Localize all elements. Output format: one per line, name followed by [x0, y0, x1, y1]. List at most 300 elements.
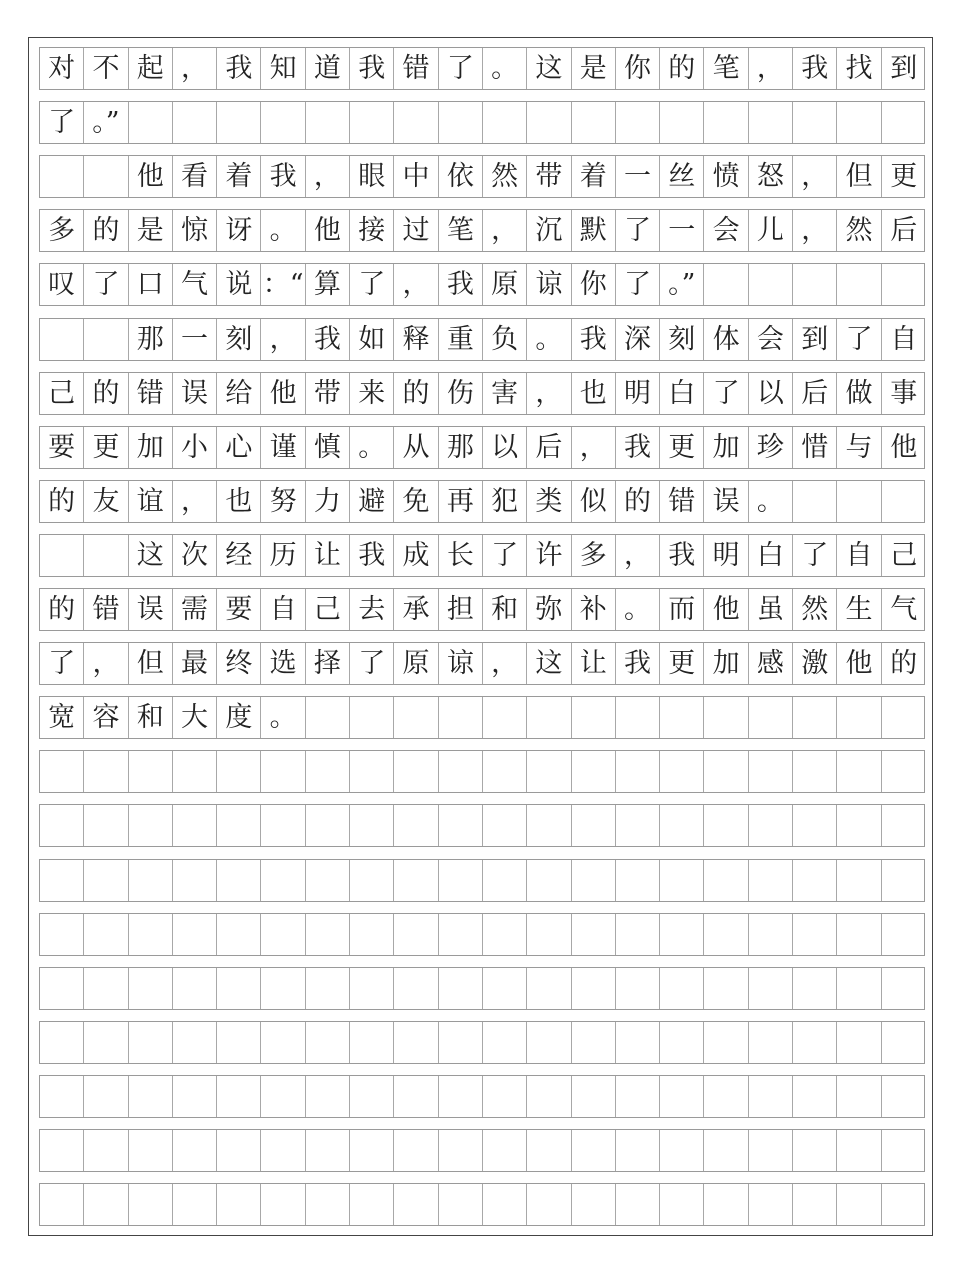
grid-cell: 和 — [129, 697, 173, 738]
grid-cell: ， — [261, 319, 305, 360]
grid-cell: ：“ — [261, 264, 305, 305]
grid-cell — [704, 968, 748, 1009]
grid-cell: 谨 — [261, 427, 305, 468]
grid-cell: 。” — [84, 102, 128, 143]
grid-cell: 重 — [439, 319, 483, 360]
grid-cell: 笔 — [704, 48, 748, 89]
grid-cell: 来 — [350, 373, 394, 414]
grid-cell — [616, 805, 660, 846]
grid-row — [39, 642, 925, 685]
grid-cell: 这 — [527, 48, 571, 89]
grid-cell: 丝 — [660, 156, 704, 197]
grid-cell — [660, 1022, 704, 1063]
grid-cell — [660, 697, 704, 738]
grid-cell: 口 — [129, 264, 173, 305]
grid-row — [39, 750, 925, 793]
grid-cell: 那 — [129, 319, 173, 360]
grid-cell — [439, 751, 483, 792]
grid-cell — [350, 914, 394, 955]
grid-cell — [173, 1076, 217, 1117]
grid-cell: 原 — [394, 643, 438, 684]
grid-cell: 了 — [84, 264, 128, 305]
grid-cell: 我 — [217, 48, 261, 89]
grid-cell: 我 — [306, 319, 350, 360]
grid-row — [39, 1129, 925, 1172]
grid-cell: 容 — [84, 697, 128, 738]
grid-cell: ， — [173, 481, 217, 522]
grid-cell: 承 — [394, 589, 438, 630]
grid-cell — [394, 914, 438, 955]
grid-cell — [306, 914, 350, 955]
grid-cell — [483, 1022, 527, 1063]
grid-cell — [261, 1076, 305, 1117]
grid-cell: 看 — [173, 156, 217, 197]
grid-row — [39, 1183, 925, 1226]
grid-cell: 我 — [616, 427, 660, 468]
grid-cell: 再 — [439, 481, 483, 522]
grid-cell: 这 — [527, 643, 571, 684]
grid-cell: ， — [394, 264, 438, 305]
grid-cell — [704, 1130, 748, 1171]
grid-cell: 谅 — [439, 643, 483, 684]
grid-cell — [483, 1184, 527, 1225]
grid-cell: 珍 — [749, 427, 793, 468]
grid-cell: 让 — [306, 535, 350, 576]
grid-cell: 然 — [793, 589, 837, 630]
grid-cell — [749, 1076, 793, 1117]
grid-cell: 刻 — [217, 319, 261, 360]
grid-cell: ， — [483, 643, 527, 684]
grid-cell: ， — [173, 48, 217, 89]
grid-cell — [84, 914, 128, 955]
grid-cell — [306, 1130, 350, 1171]
grid-cell — [217, 914, 261, 955]
grid-cell — [217, 968, 261, 1009]
grid-cell: 和 — [483, 589, 527, 630]
grid-cell — [40, 968, 84, 1009]
grid-cell — [837, 1076, 881, 1117]
grid-cell — [660, 1076, 704, 1117]
grid-cell: ， — [793, 156, 837, 197]
grid-cell — [749, 1184, 793, 1225]
grid-cell: 终 — [217, 643, 261, 684]
grid-cell: 错 — [84, 589, 128, 630]
grid-cell — [129, 1022, 173, 1063]
grid-cell: 他 — [704, 589, 748, 630]
grid-cell: 怒 — [749, 156, 793, 197]
grid-cell — [527, 1184, 571, 1225]
grid-cell — [40, 860, 84, 901]
grid-cell: 宽 — [40, 697, 84, 738]
grid-cell: 我 — [350, 48, 394, 89]
grid-cell — [40, 751, 84, 792]
grid-cell: 深 — [616, 319, 660, 360]
grid-cell — [837, 102, 881, 143]
grid-cell: 与 — [837, 427, 881, 468]
grid-cell — [527, 1076, 571, 1117]
grid-cell: 我 — [350, 535, 394, 576]
grid-cell: 了 — [40, 643, 84, 684]
grid-cell: 后 — [527, 427, 571, 468]
grid-cell — [129, 860, 173, 901]
grid-cell: 成 — [394, 535, 438, 576]
grid-cell: 不 — [84, 48, 128, 89]
grid-cell — [350, 697, 394, 738]
grid-cell — [749, 1130, 793, 1171]
grid-cell: 而 — [660, 589, 704, 630]
grid-cell: 择 — [306, 643, 350, 684]
grid-cell — [261, 860, 305, 901]
grid-cell — [40, 319, 84, 360]
grid-cell — [572, 860, 616, 901]
grid-cell: 让 — [572, 643, 616, 684]
grid-cell: 感 — [749, 643, 793, 684]
grid-cell — [129, 1130, 173, 1171]
grid-cell: 我 — [616, 643, 660, 684]
grid-cell — [84, 156, 128, 197]
grid-cell — [40, 914, 84, 955]
grid-cell — [173, 805, 217, 846]
grid-cell — [129, 805, 173, 846]
grid-cell — [837, 1022, 881, 1063]
grid-cell — [793, 805, 837, 846]
grid-cell: 自 — [890, 323, 918, 355]
grid-cell — [882, 751, 926, 792]
grid-cell — [660, 805, 704, 846]
grid-cell — [882, 1076, 926, 1117]
grid-cell: 经 — [217, 535, 261, 576]
grid-cell: ， — [306, 156, 350, 197]
grid-cell — [837, 968, 881, 1009]
grid-cell — [483, 860, 527, 901]
grid-cell: 多 — [40, 210, 84, 251]
grid-cell — [572, 102, 616, 143]
grid-cell — [261, 1130, 305, 1171]
grid-cell — [217, 860, 261, 901]
grid-cell: 自 — [261, 589, 305, 630]
grid-cell: 。 — [261, 210, 305, 251]
grid-cell: 了 — [439, 48, 483, 89]
grid-cell: 了 — [350, 264, 394, 305]
grid-cell — [394, 968, 438, 1009]
grid-cell: 然 — [483, 156, 527, 197]
grid-cell: 犯 — [483, 481, 527, 522]
grid-cell: 一 — [173, 319, 217, 360]
grid-cell: 到 — [793, 319, 837, 360]
grid-row — [39, 534, 925, 577]
grid-cell: 讶 — [217, 210, 261, 251]
grid-cell — [217, 102, 261, 143]
grid-cell — [704, 914, 748, 955]
grid-cell — [704, 1022, 748, 1063]
grid-cell — [261, 1184, 305, 1225]
grid-cell — [261, 914, 305, 955]
grid-cell — [527, 102, 571, 143]
grid-cell: 谊 — [129, 481, 173, 522]
grid-row — [39, 318, 925, 361]
grid-cell: 。 — [350, 427, 394, 468]
grid-cell: 我 — [572, 319, 616, 360]
grid-cell: 眼 — [350, 156, 394, 197]
grid-cell: 愤 — [704, 156, 748, 197]
grid-cell — [350, 751, 394, 792]
grid-cell: 惊 — [173, 210, 217, 251]
grid-cell — [394, 697, 438, 738]
grid-cell: 错 — [129, 373, 173, 414]
grid-cell — [882, 1022, 926, 1063]
grid-cell: 会 — [704, 210, 748, 251]
grid-cell — [261, 1022, 305, 1063]
grid-cell — [793, 1130, 837, 1171]
grid-cell — [616, 102, 660, 143]
grid-cell — [616, 1076, 660, 1117]
grid-cell: 选 — [261, 643, 305, 684]
grid-cell — [439, 697, 483, 738]
grid-cell — [217, 805, 261, 846]
grid-cell — [704, 805, 748, 846]
grid-cell — [616, 697, 660, 738]
grid-cell: 的 — [84, 373, 128, 414]
grid-cell — [439, 805, 483, 846]
grid-cell: 虽 — [749, 589, 793, 630]
grid-cell — [837, 481, 881, 522]
grid-cell: ， — [616, 535, 660, 576]
grid-cell — [483, 1130, 527, 1171]
grid-cell — [306, 968, 350, 1009]
grid-cell: 。 — [483, 48, 527, 89]
grid-cell: 许 — [527, 535, 571, 576]
grid-cell: 加 — [704, 643, 748, 684]
grid-cell — [793, 481, 837, 522]
grid-cell — [793, 697, 837, 738]
grid-cell — [749, 697, 793, 738]
grid-cell: 更 — [660, 643, 704, 684]
grid-cell: 加 — [129, 427, 173, 468]
grid-cell: 那 — [439, 427, 483, 468]
grid-cell: 一 — [616, 156, 660, 197]
grid-cell: 他 — [261, 373, 305, 414]
grid-cell: 事 — [890, 377, 918, 409]
grid-cell: 了 — [40, 102, 84, 143]
grid-cell — [84, 968, 128, 1009]
grid-cell: 心 — [217, 427, 261, 468]
grid-cell: 他 — [129, 156, 173, 197]
grid-cell: 谅 — [527, 264, 571, 305]
grid-cell — [439, 1076, 483, 1117]
grid-cell — [882, 1184, 926, 1225]
grid-cell — [439, 1022, 483, 1063]
grid-cell — [572, 1130, 616, 1171]
grid-cell — [483, 805, 527, 846]
grid-cell: 类 — [527, 481, 571, 522]
grid-cell: ， — [793, 210, 837, 251]
grid-cell — [173, 102, 217, 143]
grid-cell — [261, 805, 305, 846]
grid-cell — [660, 914, 704, 955]
grid-cell — [704, 860, 748, 901]
grid-cell: 弥 — [527, 589, 571, 630]
grid-cell: 了 — [837, 319, 881, 360]
grid-cell: 的 — [660, 48, 704, 89]
grid-cell: 刻 — [660, 319, 704, 360]
grid-cell: 度 — [217, 697, 261, 738]
grid-row — [39, 1021, 925, 1064]
grid-cell — [129, 914, 173, 955]
grid-cell: 我 — [261, 156, 305, 197]
grid-row — [39, 155, 925, 198]
grid-cell — [793, 751, 837, 792]
grid-cell — [793, 102, 837, 143]
grid-row — [39, 263, 925, 306]
grid-cell — [350, 102, 394, 143]
grid-cell — [129, 751, 173, 792]
grid-cell: 长 — [439, 535, 483, 576]
grid-cell — [572, 697, 616, 738]
grid-cell — [704, 1076, 748, 1117]
grid-cell — [217, 1184, 261, 1225]
grid-cell — [660, 102, 704, 143]
grid-cell: 误 — [173, 373, 217, 414]
grid-cell — [882, 264, 926, 305]
grid-cell: 生 — [837, 589, 881, 630]
grid-cell — [40, 1130, 84, 1171]
grid-cell — [660, 860, 704, 901]
grid-cell — [660, 1130, 704, 1171]
grid-cell: 加 — [704, 427, 748, 468]
grid-cell: 一 — [660, 210, 704, 251]
grid-cell — [749, 102, 793, 143]
grid-cell — [660, 1184, 704, 1225]
grid-cell: 要 — [217, 589, 261, 630]
grid-cell — [439, 914, 483, 955]
grid-cell: 友 — [84, 481, 128, 522]
grid-cell: ， — [483, 210, 527, 251]
grid-cell — [350, 1076, 394, 1117]
grid-cell — [84, 1184, 128, 1225]
grid-cell: 担 — [439, 589, 483, 630]
grid-cell: 他 — [306, 210, 350, 251]
grid-cell — [749, 968, 793, 1009]
grid-cell: 但 — [837, 156, 881, 197]
grid-cell — [306, 102, 350, 143]
grid-cell — [527, 805, 571, 846]
grid-cell: 多 — [572, 535, 616, 576]
grid-cell — [173, 1130, 217, 1171]
grid-cell: 过 — [394, 210, 438, 251]
grid-cell — [793, 1022, 837, 1063]
grid-cell — [837, 751, 881, 792]
grid-cell — [350, 805, 394, 846]
grid-cell: 历 — [261, 535, 305, 576]
grid-cell — [306, 697, 350, 738]
grid-cell: 负 — [483, 319, 527, 360]
grid-cell — [837, 1184, 881, 1225]
grid-cell: 了 — [616, 210, 660, 251]
grid-cell — [306, 805, 350, 846]
grid-cell: 带 — [306, 373, 350, 414]
grid-cell — [660, 751, 704, 792]
grid-cell — [527, 914, 571, 955]
grid-cell: 说 — [217, 264, 261, 305]
grid-cell — [749, 264, 793, 305]
grid-cell: 儿 — [749, 210, 793, 251]
grid-cell — [84, 860, 128, 901]
grid-cell: 以 — [483, 427, 527, 468]
grid-cell: ， — [572, 427, 616, 468]
grid-cell — [837, 860, 881, 901]
grid-cell — [173, 751, 217, 792]
grid-cell — [84, 1130, 128, 1171]
grid-cell — [261, 751, 305, 792]
grid-cell — [882, 697, 926, 738]
grid-cell — [483, 968, 527, 1009]
grid-cell: 努 — [261, 481, 305, 522]
grid-cell — [572, 751, 616, 792]
grid-cell: 原 — [483, 264, 527, 305]
grid-row — [39, 588, 925, 631]
grid-cell — [439, 860, 483, 901]
grid-cell: 的 — [40, 589, 84, 630]
grid-cell — [217, 751, 261, 792]
grid-cell — [793, 968, 837, 1009]
grid-cell — [129, 1184, 173, 1225]
grid-cell — [350, 1130, 394, 1171]
grid-cell: 着 — [217, 156, 261, 197]
grid-cell: 气 — [890, 594, 918, 625]
grid-cell: 。 — [527, 319, 571, 360]
grid-cell: 这 — [129, 535, 173, 576]
grid-cell: 以 — [749, 373, 793, 414]
grid-cell — [882, 1130, 926, 1171]
grid-cell: 中 — [394, 156, 438, 197]
grid-cell: 似 — [572, 481, 616, 522]
grid-cell — [173, 968, 217, 1009]
grid-cell — [793, 860, 837, 901]
grid-cell: 我 — [793, 48, 837, 89]
grid-cell — [394, 102, 438, 143]
grid-cell — [882, 968, 926, 1009]
grid-row — [39, 372, 925, 415]
grid-cell — [793, 1076, 837, 1117]
grid-cell: 算 — [306, 264, 350, 305]
grid-cell: 他 — [890, 431, 918, 463]
grid-cell: ， — [527, 373, 571, 414]
grid-cell: 避 — [350, 481, 394, 522]
grid-cell: 。 — [616, 589, 660, 630]
grid-cell: 需 — [173, 589, 217, 630]
grid-cell: 的 — [890, 648, 918, 680]
grid-cell — [616, 914, 660, 955]
grid-cell — [394, 751, 438, 792]
grid-cell — [572, 805, 616, 846]
grid-cell: 如 — [350, 319, 394, 360]
grid-cell — [527, 1130, 571, 1171]
grid-cell — [616, 860, 660, 901]
grid-cell — [749, 914, 793, 955]
grid-cell: 错 — [660, 481, 704, 522]
grid-cell — [217, 1022, 261, 1063]
grid-cell — [616, 968, 660, 1009]
grid-row — [39, 913, 925, 956]
grid-cell: 惜 — [793, 427, 837, 468]
grid-cell — [350, 860, 394, 901]
grid-cell — [616, 1130, 660, 1171]
grid-cell — [527, 751, 571, 792]
grid-cell — [394, 1184, 438, 1225]
grid-cell — [439, 968, 483, 1009]
grid-cell: 错 — [394, 48, 438, 89]
grid-cell: 的 — [84, 210, 128, 251]
